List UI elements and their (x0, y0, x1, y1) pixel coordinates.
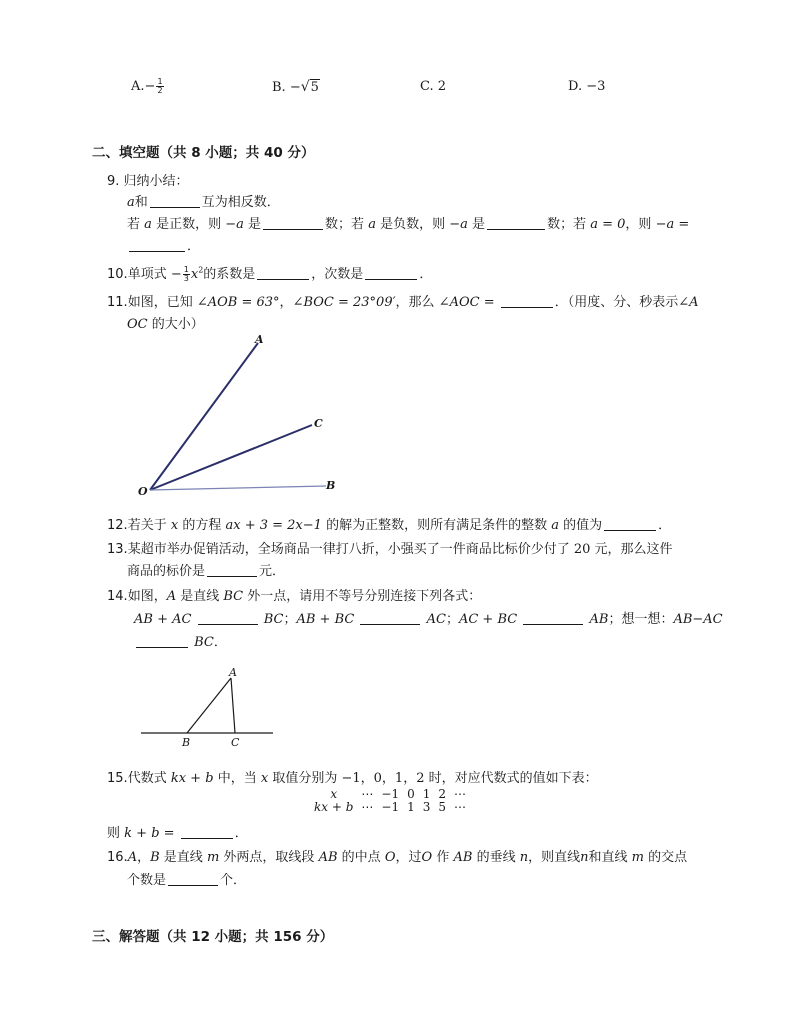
question-10: 10.单项式 − $\frac{1}{3}$ $x^2$的系数是 ，次数是 ． (107, 265, 433, 283)
option-c: C. 2 (420, 79, 447, 94)
value-table (310, 788, 470, 814)
segment-ab (187, 678, 231, 733)
question-9-line1: a和 互为相反数． (127, 195, 280, 210)
label-c: C (314, 417, 323, 430)
question-9-line2: 若 a 是正数，则 −a 是 数；若 a 是负数，则 −a 是 数；若 a = 0，则 −a = (127, 217, 690, 232)
question-15-ask: 则 k + b = ． (107, 826, 248, 841)
question-14-line2: AB + AC BC；AB + BC AC；AC + BC AB；想一想：AB−AC (134, 612, 723, 627)
label-a: A (255, 333, 264, 346)
label-b: B (182, 736, 191, 749)
sqrt-icon: √ (300, 79, 310, 95)
answer-blank[interactable] (168, 873, 218, 886)
question-9-title: 9. 归纳小结： (107, 174, 189, 189)
question-15: 15.代数式 kx + b 中，当 x 取值分别为 −1，0，1，2 时，对应代数式的值如下表： (107, 771, 598, 786)
answer-blank[interactable] (181, 826, 233, 839)
question-13-line1: 13.某超市举办促销活动，全场商品一律打八折，小强买了一件商品比标价少付了 20 元，那么这件 (107, 542, 673, 557)
label-b: B (326, 479, 336, 492)
section-title-answers: 三、解答题（共 12 小题；共 156 分） (92, 929, 334, 945)
question-16-line1: 16.A，B 是直线 m 外两点，取线段 AB 的中点 O，过O 作 AB 的垂线 n，则直线n和直线 m 的交点 (107, 850, 688, 865)
label-o: O (138, 485, 148, 498)
question-11-line2: OC 的大小） (127, 317, 204, 332)
question-14-line1: 14.如图，A 是直线 BC 外一点，请用不等号分别连接下列各式： (107, 589, 482, 604)
segment-ac (231, 678, 235, 733)
option-b: B. −√5 (272, 79, 319, 95)
option-d: D. −3 (568, 79, 606, 94)
label-a: A (229, 666, 237, 679)
question-14-line3: BC． (134, 631, 227, 650)
question-12: 12.若关于 x 的方程 ax + 3 = 2x−1 的解为正整数，则所有满足条件的整数 a 的值为 ． (107, 518, 672, 533)
fraction: $\frac{1}{3}$ (183, 265, 189, 283)
label-c: C (231, 736, 240, 749)
section-title-fill-in: 二、填空题（共 8 小题；共 40 分） (92, 145, 315, 161)
question-9-line3: ． (127, 235, 200, 254)
table-row: kx + b ⋯ −1 1 3 5 ⋯ (314, 800, 467, 814)
question-11-line1: 11.如图，已知 ∠AOB = 63°，∠BOC = 23°09′，那么 ∠AOC = ．（用度、分、秒表示∠A (107, 295, 699, 310)
option-a: A.− $\frac{1}{2}$ (131, 77, 163, 95)
question-13-line2: 商品的标价是 元． (127, 564, 286, 579)
question-16-line2: 个数是 个． (127, 873, 247, 888)
table-row: x ⋯ −1 0 1 2 ⋯ (330, 787, 467, 801)
fraction: $\frac{1}{2}$ (157, 77, 163, 95)
